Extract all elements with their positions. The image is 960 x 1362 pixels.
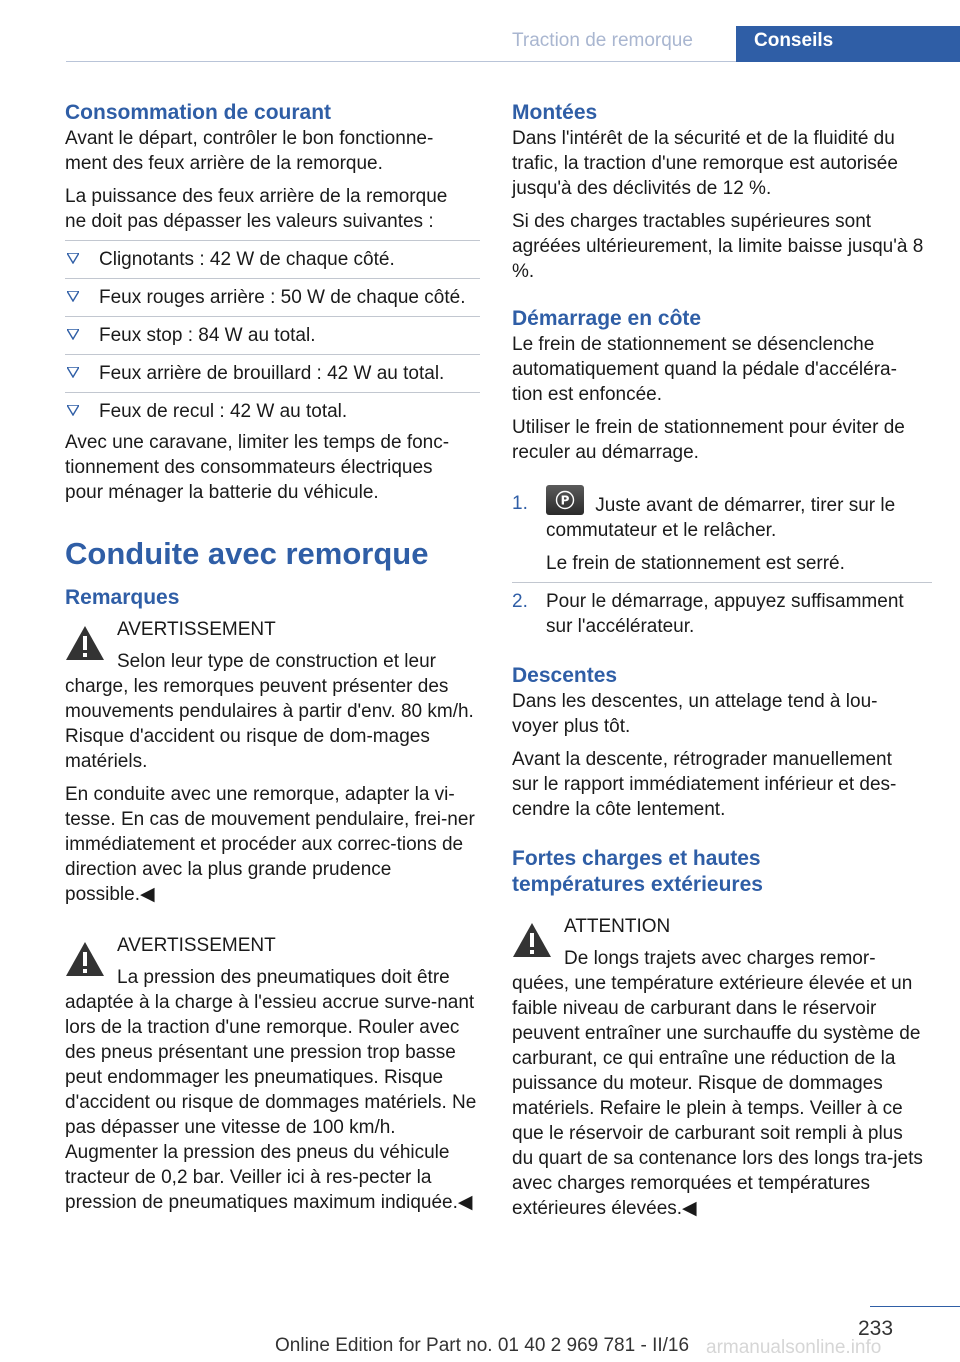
list-item bbox=[65, 240, 480, 278]
step-item bbox=[512, 582, 932, 639]
warning-text: La pression des pneumatiques doit être adaptée à la charge à l'essieu accrue surve-nant lors de la traction d'une remorque. Rouler avec des pneus présentant une pression trop basse peut endommager les pneumatiques. Risque d'accident ou risque de dommages matériels. Ne pas dépasser une vitesse de 100 km/h. Augmenter la pression des pneus du véhicule tracteur de 0,2 bar. Veiller ici à res-pecter la pression de pneumatiques maximum indiquée.◀ bbox=[65, 967, 477, 1213]
heading-heavy-line1: Fortes charges et hautes bbox=[512, 847, 761, 870]
warning-label: AVERTISSEMENT bbox=[117, 619, 276, 640]
descents-p2: Avant la descente, rétrograder manuellement sur le rapport immédiatement inférieur et des-cendre la côte lentement. bbox=[512, 749, 897, 820]
start-p2: Utiliser le frein de stationnement pour éviter de reculer au démarrage. bbox=[512, 417, 905, 463]
step-text: Juste avant de démarrer, tirer sur le commutateur et le relâcher. bbox=[546, 495, 896, 541]
warning-text: Selon leur type de construction et leur charge, les remorques peuvent présenter des mouvements pendulaires à partir d'env. 80 km/h. Risque d'accident ou risque de dom-mages matériels. bbox=[65, 651, 474, 772]
step-text: Pour le démarrage, appuyez suffisamment sur l'accélérateur. bbox=[546, 591, 904, 637]
list-item bbox=[65, 354, 480, 392]
consumption-p2: La puissance des feux arrière de la remorque ne doit pas dépasser les valeurs suivantes : bbox=[65, 186, 448, 232]
heading-consumption: Consommation de courant bbox=[65, 101, 332, 124]
list-item-text: Feux stop : 84 W au total. bbox=[99, 325, 316, 346]
warning-box-1 bbox=[65, 617, 480, 907]
right-column bbox=[512, 100, 932, 1221]
triangle-bullet-icon bbox=[67, 253, 79, 264]
climbs-p1: Dans l'intérêt de la sécurité et de la fluidité du trafic, la traction d'une remorque est autorisée jusqu'à des déclivités de 12 %. bbox=[512, 128, 898, 199]
warning-icon bbox=[65, 625, 105, 661]
heading-heavy-loads bbox=[512, 846, 932, 898]
left-column bbox=[65, 100, 480, 1215]
svg-text:P: P bbox=[560, 493, 570, 508]
list-item bbox=[65, 316, 480, 354]
heading-remarks: Remarques bbox=[65, 586, 180, 609]
warning-icon bbox=[512, 922, 552, 958]
consumption-p1: Avant le départ, contrôler le bon fonctionne-ment des feux arrière de la remorque. bbox=[65, 128, 434, 174]
heading-climbs: Montées bbox=[512, 101, 598, 124]
attention-box bbox=[512, 914, 932, 1221]
heading-heavy-line2: températures extérieures bbox=[512, 873, 763, 896]
climbs-p2: Si des charges tractables supérieures sont agréées ultérieurement, la limite baisse jusqu'à 8 %. bbox=[512, 211, 924, 282]
watermark: armanualsonline.info bbox=[706, 1337, 882, 1358]
list-item-text: Clignotants : 42 W de chaque côté. bbox=[99, 249, 395, 270]
step-number: 2. bbox=[512, 591, 528, 612]
page-number: 233 bbox=[858, 1317, 894, 1340]
list-item-text: Feux arrière de brouillard : 42 W au total. bbox=[99, 363, 445, 384]
header-chapter-label: Conseils bbox=[754, 30, 834, 51]
list-item bbox=[65, 392, 480, 430]
attention-text: De longs trajets avec charges remor-quées, une température extérieure élevée et un faible niveau de carburant dans le réservoir peuvent entraîner une surchauffe du système de carburant, ce qui entraîne une réduction de la puissance du moteur. Risque de dommages matériels. Refaire le plein à temps. Veiller à ce que le réservoir de carburant soit rempli à plus du quart de sa contenance lors des longs tra-jets avec charges remorquées et températures extérieures élevées.◀ bbox=[512, 948, 923, 1219]
header-section-title: Traction de remorque bbox=[512, 30, 693, 51]
step-number: 1. bbox=[512, 493, 528, 514]
attention-label: ATTENTION bbox=[564, 916, 671, 937]
start-p1: Le frein de stationnement se désenclenche automatiquement quand la pédale d'accéléra-tion est enfoncée. bbox=[512, 334, 897, 405]
list-item-text: Feux de recul : 42 W au total. bbox=[99, 401, 348, 422]
triangle-bullet-icon bbox=[67, 291, 79, 302]
consumption-p3: Avec une caravane, limiter les temps de fonc-tionnement des consommateurs électriques pour ménager la batterie du véhicule. bbox=[65, 432, 450, 503]
triangle-bullet-icon bbox=[67, 405, 79, 416]
warning-text-2: En conduite avec une remorque, adapter la vi-tesse. En cas de mouvement pendulaire, frei-ner immédiatement et procéder aux correc-tions de direction avec la plus grande prudence possible.◀ bbox=[65, 784, 475, 905]
heading-descents: Descentes bbox=[512, 664, 618, 687]
edition-text: Online Edition for Part no. 01 40 2 969 781 - II/16 bbox=[275, 1335, 690, 1356]
parking-brake-icon bbox=[546, 485, 584, 515]
warning-box-2 bbox=[65, 933, 480, 1215]
descents-p1: Dans les descentes, un attelage tend à lou-voyer plus tôt. bbox=[512, 691, 878, 737]
heading-driving: Conduite avec remorque bbox=[65, 536, 429, 571]
warning-icon bbox=[65, 941, 105, 977]
header-chapter-tab bbox=[736, 26, 960, 62]
heading-start: Démarrage en côte bbox=[512, 307, 702, 330]
warning-label: AVERTISSEMENT bbox=[117, 935, 276, 956]
triangle-bullet-icon bbox=[67, 329, 79, 340]
step-subtext: Le frein de stationnement est serré. bbox=[546, 553, 845, 574]
list-item bbox=[65, 278, 480, 316]
triangle-bullet-icon bbox=[67, 367, 79, 378]
list-item-text: Feux rouges arrière : 50 W de chaque côté. bbox=[99, 287, 466, 308]
steps-list bbox=[512, 485, 932, 639]
step-item bbox=[512, 485, 932, 582]
consumption-list bbox=[65, 240, 480, 430]
footer-rule bbox=[870, 1306, 960, 1307]
